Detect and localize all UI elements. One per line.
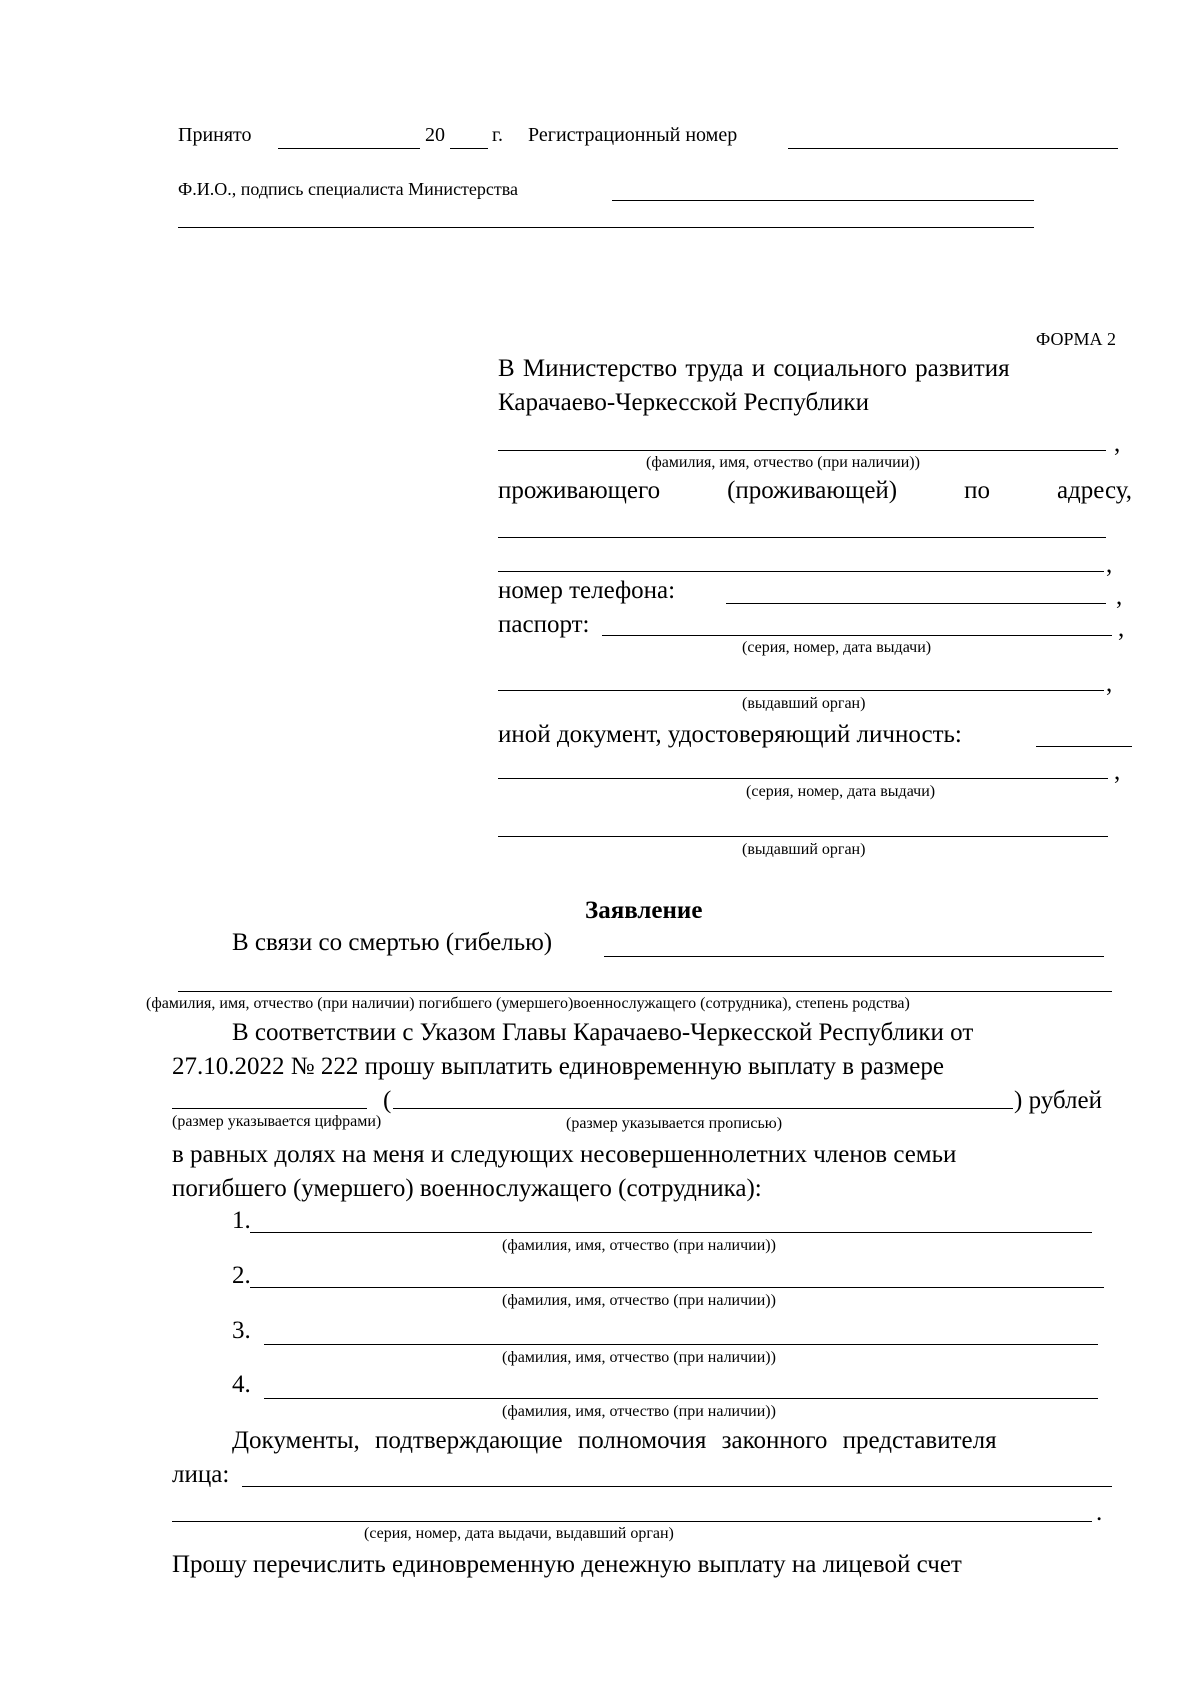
passport-comma: , [1118, 615, 1125, 642]
docs-line-2-label: лица: [172, 1461, 230, 1488]
member-2-line[interactable] [250, 1287, 1104, 1288]
phone-label: номер телефона: [498, 577, 676, 604]
other-doc-issuer-line[interactable] [498, 836, 1108, 837]
rubles-label: ) рублей [1014, 1087, 1102, 1114]
member-1-caption: (фамилия, имя, отчество (при наличии)) [502, 1237, 776, 1254]
member-3-line[interactable] [264, 1344, 1098, 1345]
docs-line-2[interactable] [172, 1521, 1092, 1522]
specialist-line-2[interactable] [178, 227, 1034, 228]
member-2-number: 2. [232, 1262, 251, 1289]
accepted-date-line[interactable] [278, 148, 420, 149]
addressee-line-1: В Министерство труда и социального развития [498, 355, 1010, 382]
docs-line-1: Документы, подтверждающие полномочия законного представителя [232, 1427, 997, 1454]
residing-word-4: адресу, [1056, 477, 1132, 504]
member-4-number: 4. [232, 1371, 251, 1398]
passport-line[interactable] [602, 635, 1112, 636]
amount-digits-caption: (размер указывается цифрами) [172, 1113, 382, 1130]
member-4-caption: (фамилия, имя, отчество (при наличии)) [502, 1403, 776, 1420]
residing-word-2: (проживающей) [727, 477, 898, 504]
other-doc-series-line[interactable] [498, 778, 1108, 779]
statement-title: Заявление [585, 897, 703, 924]
accepted-label: Принято [178, 124, 252, 146]
address-line-2[interactable] [498, 571, 1104, 572]
transfer-line: Прошу перечислить единовременную денежную выплату на лицевой счет [172, 1551, 962, 1578]
member-2-caption: (фамилия, имя, отчество (при наличии)) [502, 1292, 776, 1309]
fio-comma: , [1114, 430, 1121, 457]
shares-line-1: в равных долях на меня и следующих несовершеннолетних членов семьи [172, 1141, 957, 1168]
residing-word-1: проживающего [498, 477, 661, 504]
fio-caption: (фамилия, имя, отчество (при наличии)) [646, 454, 920, 471]
other-doc-line-inline[interactable] [1036, 746, 1132, 747]
other-doc-comma: , [1114, 758, 1121, 785]
address-comma: , [1106, 551, 1113, 578]
other-doc-issuer-caption: (выдавший орган) [742, 841, 866, 858]
fio-line[interactable] [498, 450, 1106, 451]
shares-line-2: погибшего (умершего) военнослужащего (сотрудника): [172, 1175, 762, 1202]
member-4-line[interactable] [264, 1398, 1098, 1399]
phone-line[interactable] [726, 603, 1106, 604]
amount-digits-line[interactable] [172, 1108, 367, 1109]
specialist-label: Ф.И.О., подпись специалиста Министерства [178, 179, 519, 199]
reg-number-line[interactable] [788, 148, 1118, 149]
passport-label: паспорт: [498, 611, 590, 638]
decree-line-2: 27.10.2022 № 222 прошу выплатить единовременную выплату в размере [172, 1053, 944, 1080]
member-1-number: 1. [232, 1207, 251, 1234]
docs-period: . [1096, 1499, 1103, 1526]
docs-caption: (серия, номер, дата выдачи, выдавший орган) [364, 1525, 674, 1542]
year-line[interactable] [450, 148, 488, 149]
member-3-number: 3. [232, 1317, 251, 1344]
amount-words-line[interactable] [393, 1108, 1013, 1109]
amount-words-caption: (размер указывается прописью) [566, 1115, 783, 1132]
year-suffix: г. [492, 124, 503, 146]
phone-comma: , [1116, 583, 1123, 610]
deceased-line-inline[interactable] [604, 956, 1104, 957]
passport-series-caption: (серия, номер, дата выдачи) [742, 639, 932, 656]
specialist-line[interactable] [612, 200, 1034, 201]
member-1-line[interactable] [250, 1232, 1092, 1233]
form-label: ФОРМА 2 [1036, 329, 1116, 349]
year-prefix: 20 [425, 124, 445, 146]
death-line-label: В связи со смертью (гибелью) [232, 929, 553, 956]
docs-line-inline[interactable] [242, 1486, 1112, 1487]
residing-line [498, 478, 1132, 503]
other-doc-series-caption: (серия, номер, дата выдачи) [746, 783, 936, 800]
member-3-caption: (фамилия, имя, отчество (при наличии)) [502, 1349, 776, 1366]
residing-word-3: по [964, 477, 990, 504]
open-paren: ( [383, 1087, 392, 1114]
addressee-line-2: Карачаево-Черкесской Республики [498, 389, 869, 416]
decree-line-1: В соответствии с Указом Главы Карачаево-Черкесской Республики от [232, 1019, 974, 1046]
issuer-comma: , [1106, 670, 1113, 697]
other-doc-label: иной документ, удостоверяющий личность: [498, 721, 962, 748]
deceased-caption: (фамилия, имя, отчество (при наличии) погибшего (умершего)военнослужащего (сотрудника), степень родства) [146, 995, 910, 1012]
deceased-line[interactable] [178, 991, 1112, 992]
passport-issuer-line[interactable] [498, 690, 1104, 691]
passport-issuer-caption: (выдавший орган) [742, 695, 866, 712]
address-line-1[interactable] [498, 537, 1106, 538]
reg-number-label: Регистрационный номер [528, 124, 738, 146]
